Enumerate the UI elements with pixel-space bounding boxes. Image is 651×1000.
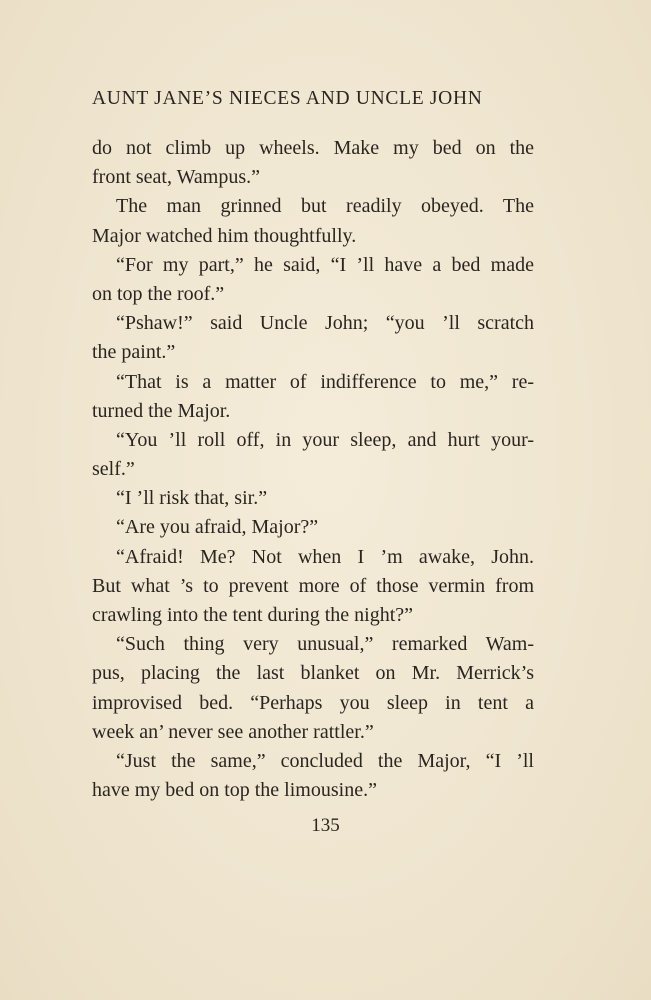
text-line: front seat, Wampus.” [92,166,260,189]
body-text [92,134,534,805]
text-line: have my bed on top the limousine.” [92,779,377,802]
text-line: “Afraid! Me? Not when I ’m awake, John. [116,545,534,568]
running-head: AUNT JANE’S NIECES AND UNCLE JOHN [92,88,483,109]
text-line: Major watched him thoughtfully. [92,224,357,247]
text-line: pus, placing the last blanket on Mr. Merrick’s [92,662,534,685]
text-line: “Pshaw!” said Uncle John; “you ’ll scratch [116,312,534,335]
text-line: The man grinned but readily obeyed. The [116,195,534,218]
text-line: week an’ never see another rattler.” [92,720,374,743]
text-line: do not climb up wheels. Make my bed on the [92,137,534,159]
text-line: “Are you afraid, Major?” [116,516,319,539]
text-line: “I ’ll risk that, sir.” [116,487,268,510]
text-line: “Such thing very unusual,” remarked Wam- [116,633,534,656]
text-line: improvised bed. “Perhaps you sleep in tent a [92,691,534,714]
text-line: But what ’s to prevent more of those vermin from [92,574,534,597]
text-line: crawling into the tent during the night?” [92,604,414,626]
text-line: “That is a matter of indifference to me,” re- [116,370,534,393]
page-number: 135 [311,815,340,836]
text-line: on top the roof.” [92,282,225,305]
text-line: turned the Major. [92,399,231,422]
text-line: self.” [92,458,135,481]
text-line: “Just the same,” concluded the Major, “I ’ll [116,749,534,772]
text-line: “You ’ll roll off, in your sleep, and hurt your- [116,428,534,451]
text-line: “For my part,” he said, “I ’ll have a bed made [116,253,534,276]
text-line: the paint.” [92,341,176,364]
